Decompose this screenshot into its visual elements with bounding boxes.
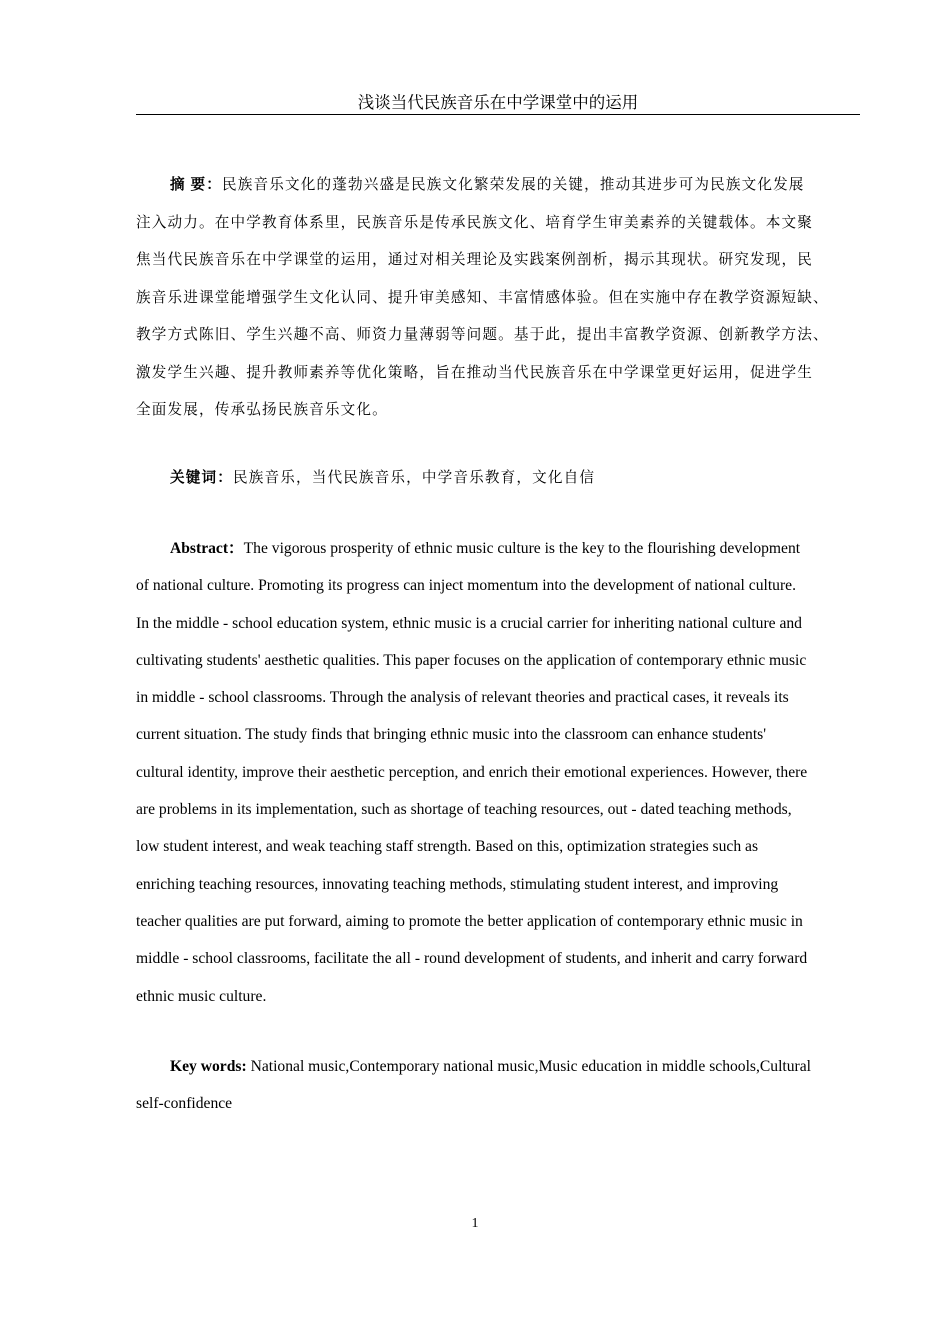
- keywords-en-label: Key words:: [170, 1058, 247, 1075]
- english-abstract: [136, 530, 866, 1015]
- keywords-cn-label: 关键词：: [170, 470, 233, 486]
- keywords-cn-text: 民族音乐，当代民族音乐，中学音乐教育，文化自信: [232, 470, 596, 486]
- running-header: [136, 92, 860, 115]
- abstract-en-line: middle - school classrooms, facilitate the all - round development of students, and inherit and carry forward: [136, 950, 808, 968]
- abstract-en-line: ethnic music culture.: [136, 987, 267, 1005]
- abstract-cn-line: 激发学生兴趣、提升教师素养等优化策略，旨在推动当代民族音乐在中学课堂更好运用，促进学生: [136, 364, 813, 381]
- abstract-en-line: of national culture. Promoting its progress can inject momentum into the development of national culture.: [136, 577, 796, 595]
- keywords-en-line: self-confidence: [136, 1095, 233, 1113]
- abstract-en-label: Abstract：: [170, 540, 244, 557]
- abstract-en-line: in middle - school classrooms. Through the analysis of relevant theories and practical cases, it reveals its: [136, 689, 789, 707]
- abstract-cn-line: 焦当代民族音乐在中学课堂的运用，通过对相关理论及实践案例剖析，揭示其现状。研究发现，民: [136, 252, 813, 268]
- header-title: 浅谈当代民族音乐在中学课堂中的运用: [357, 93, 639, 112]
- abstract-en-line: teacher qualities are put forward, aiming to promote the better application of contemporary ethnic music in: [136, 912, 803, 930]
- abstract-en-line: enriching teaching resources, innovating teaching methods, stimulating student interest, and improving: [136, 875, 779, 893]
- abstract-en-line: cultivating students' aesthetic qualities. This paper focuses on the application of contemporary ethnic music: [136, 651, 807, 669]
- english-keywords: [136, 1048, 866, 1123]
- abstract-en-line: Abstract：The vigorous prosperity of ethnic music culture is the key to the flourishing development: [170, 540, 801, 557]
- abstract-cn-line: 族音乐进课堂能增强学生文化认同、提升审美感知、丰富情感体验。但在实施中存在教学资源短缺、: [136, 289, 829, 306]
- abstract-en-line: In the middle - school education system, ethnic music is a crucial carrier for inheriting national culture and: [136, 614, 802, 632]
- abstract-en-line: low student interest, and weak teaching staff strength. Based on this, optimization strategies such as: [136, 838, 759, 856]
- abstract-cn-line: 摘 要：民族音乐文化的蓬勃兴盛是民族文化繁荣发展的关键，推动其进步可为民族文化发展: [170, 177, 805, 193]
- abstract-cn-line: 全面发展，传承弘扬民族音乐文化。: [136, 402, 388, 418]
- keywords-cn-line: [136, 460, 871, 498]
- abstract-cn-line: 教学方式陈旧、学生兴趣不高、师资力量薄弱等问题。基于此，提出丰富教学资源、创新教学方法、: [136, 327, 829, 343]
- page-number: 1: [471, 1216, 479, 1231]
- abstract-cn-label: 摘 要：: [170, 177, 223, 193]
- abstract-en-line: cultural identity, improve their aesthetic perception, and enrich their emotional experiences. However, there: [136, 763, 808, 781]
- chinese-abstract: [136, 167, 871, 430]
- abstract-en-line: are problems in its implementation, such as shortage of teaching resources, out - dated teaching methods,: [136, 801, 792, 819]
- keywords-en-line: Key words: National music,Contemporary national music,Music education in middle schools,Cultural: [170, 1058, 811, 1075]
- abstract-cn-line: 注入动力。在中学教育体系里，民族音乐是传承民族文化、培育学生审美素养的关键载体。本文聚: [136, 214, 813, 231]
- chinese-keywords: [136, 460, 871, 498]
- abstract-en-line: current situation. The study finds that bringing ethnic music into the classroom can enhance students': [136, 726, 767, 744]
